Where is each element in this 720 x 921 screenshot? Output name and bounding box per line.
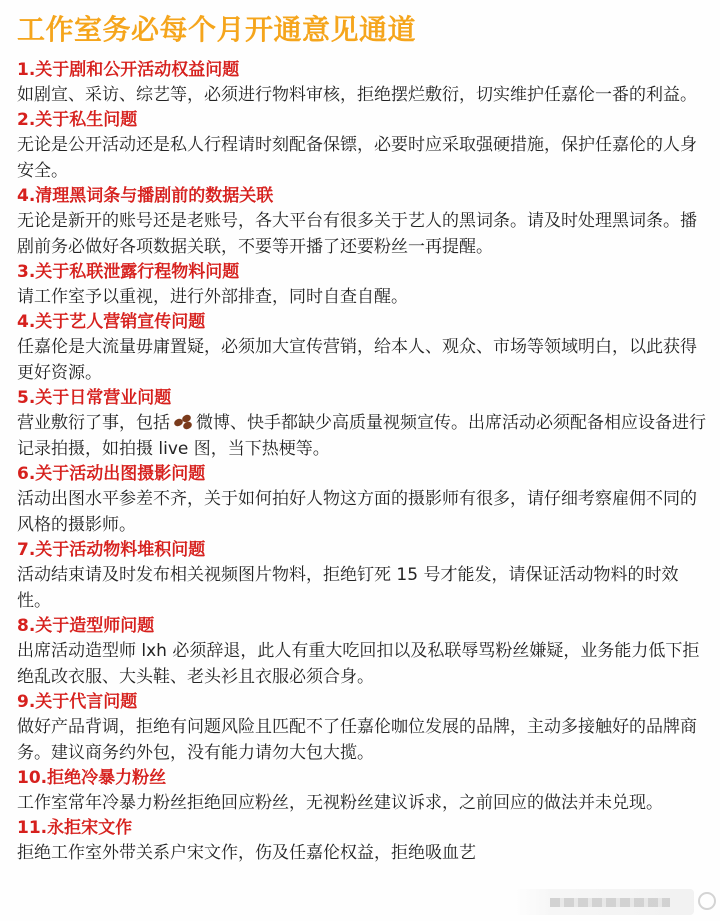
- section-body-before: 营业敷衍了事，包括: [17, 413, 170, 433]
- section-body: 无论是公开活动还是私人行程请时刻配备保镖，必要时应采取强硬措施，保护任嘉伦的人身安全。: [17, 135, 697, 181]
- watermark-overlay: [514, 889, 694, 915]
- section-7: [17, 462, 706, 538]
- section-body: 任嘉伦是大流量毋庸置疑，必须加大宣传营销，给本人、观众、市场等领域明白，以此获得更好资源。: [17, 337, 697, 383]
- section-9: [17, 614, 706, 690]
- section-body: 做好产品背调，拒绝有问题风险且匹配不了任嘉伦咖位发展的品牌，主动多接触好的品牌商务。建议商务约外包，没有能力请勿大包大揽。: [17, 717, 697, 763]
- section-heading: 2.关于私生问题: [17, 110, 138, 130]
- section-4: [17, 260, 706, 310]
- section-heading: 1.关于剧和公开活动权益问题: [17, 60, 240, 80]
- section-body: 活动结束请及时发布相关视频图片物料，拒绝钉死 15 号才能发，请保证活动物料的时效性。: [17, 565, 679, 611]
- section-body: 如剧宣、采访、综艺等，必须进行物料审核，拒绝摆烂敷衍，切实维护任嘉伦一番的利益。: [17, 85, 697, 105]
- section-body: 请工作室予以重视，进行外部排查，同时自查自醒。: [17, 287, 408, 307]
- section-heading: 7.关于活动物料堆积问题: [17, 540, 206, 560]
- section-body: 工作室常年冷暴力粉丝拒绝回应粉丝，无视粉丝建议诉求，之前回应的做法并未兑现。: [17, 793, 663, 813]
- section-6: [17, 386, 706, 462]
- section-3: [17, 184, 706, 260]
- watermark-blur: [550, 898, 670, 907]
- section-body: 无论是新开的账号还是老账号，各大平台有很多关于艺人的黑词条。请及时处理黑词条。播剧前务必做好各项数据关联，不要等开播了还要粉丝一再提醒。: [17, 211, 697, 257]
- section-heading: 11.永拒宋文作: [17, 818, 133, 838]
- section-12: [17, 816, 706, 866]
- section-heading: 6.关于活动出图摄影问题: [17, 464, 206, 484]
- section-heading: 5.关于日常营业问题: [17, 388, 172, 408]
- section-2: [17, 108, 706, 184]
- section-body: 出席活动造型师 lxh 必须辞退，此人有重大吃回扣以及私联辱骂粉丝嫌疑，业务能力低下拒绝乱改衣服、大头鞋、老头衫且衣服必须合身。: [17, 641, 700, 687]
- section-heading: 8.关于造型师问题: [17, 616, 155, 636]
- section-10: [17, 690, 706, 766]
- section-11: [17, 766, 706, 816]
- section-8: [17, 538, 706, 614]
- section-body: 活动出图水平参差不齐，关于如何拍好人物这方面的摄影师有很多，请仔细考察雇佣不同的风格的摄影师。: [17, 489, 697, 535]
- section-heading: 10.拒绝冷暴力粉丝: [17, 768, 167, 788]
- section-heading: 4.清理黑词条与播剧前的数据关联: [17, 186, 274, 206]
- section-body: [17, 410, 706, 462]
- section-heading: 3.关于私联泄露行程物料问题: [17, 262, 240, 282]
- section-body-after: 微博、快手都缺少高质量视频宣传。出席活动必须配备相应设备进行记录拍摄，如拍摄 live 图，当下热梗等。: [17, 413, 706, 459]
- section-body: 拒绝工作室外带关系户宋文作，伤及任嘉伦权益，拒绝吸血艺: [17, 843, 476, 863]
- page-title: 工作室务必每个月开通意见通道: [17, 13, 417, 46]
- watermark-logo-icon: [698, 892, 716, 910]
- section-heading: 9.关于代言问题: [17, 692, 138, 712]
- coffee-beans-icon: [173, 414, 193, 430]
- section-5: [17, 310, 706, 386]
- section-heading: 4.关于艺人营销宣传问题: [17, 312, 206, 332]
- section-1: [17, 58, 706, 108]
